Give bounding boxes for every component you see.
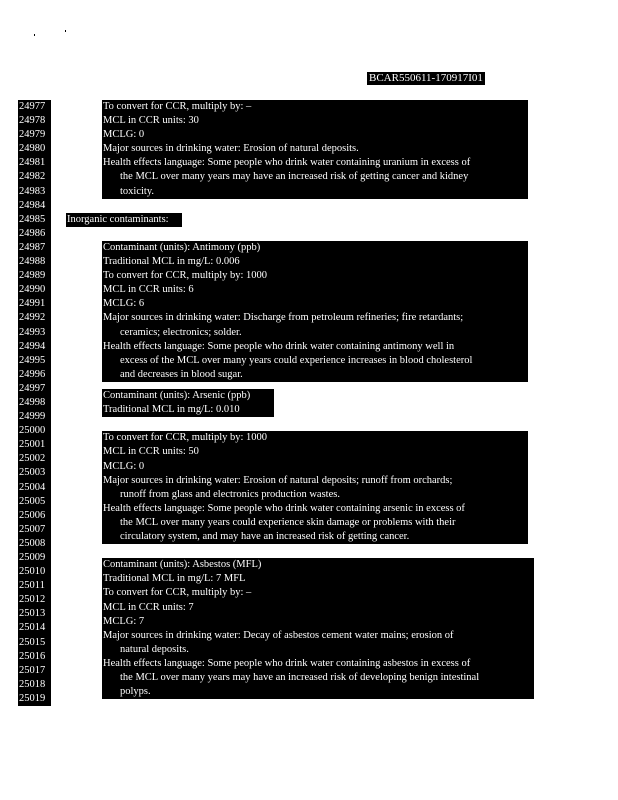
line-number: 25016 (18, 650, 51, 664)
line-number: 25008 (18, 537, 51, 551)
line-number: 24983 (18, 185, 51, 199)
line-number: 24984 (18, 199, 51, 213)
line-number: 25019 (18, 692, 51, 706)
line-number: 24980 (18, 142, 51, 156)
text-line: Health effects language: Some people who drink water containing asbestos in excess of (103, 657, 471, 669)
line-number: 24989 (18, 269, 51, 283)
text-line: and decreases in blood sugar. (120, 368, 243, 380)
text-line: Traditional MCL in mg/L: 7 MFL (103, 573, 246, 585)
text-line: MCL in CCR units: 30 (103, 115, 199, 127)
line-number: 25005 (18, 495, 51, 509)
line-number: 24997 (18, 382, 51, 396)
text-line: Health effects language: Some people who drink water containing uranium in excess of (103, 157, 471, 169)
asbestos-block (102, 558, 534, 699)
line-number: 24981 (18, 156, 51, 170)
line-number: 24978 (18, 114, 51, 128)
line-number: 24987 (18, 241, 51, 255)
line-number: 24985 (18, 213, 51, 227)
arsenic-header-block (102, 389, 274, 417)
text-line: Contaminant (units): Antimony (ppb) (103, 242, 261, 253)
text-line: Major sources in drinking water: Erosion of natural deposits. (103, 143, 359, 155)
line-number: 24991 (18, 297, 51, 311)
line-number: 25009 (18, 551, 51, 565)
line-number: 25007 (18, 523, 51, 537)
line-number: 24986 (18, 227, 51, 241)
text-line: To convert for CCR, multiply by: – (103, 101, 252, 112)
text-line: the MCL over many years may have an increased risk of developing benign intestinal (120, 672, 480, 684)
text-line: polyps. (120, 686, 151, 698)
text-line: MCL in CCR units: 50 (103, 446, 199, 458)
line-number: 24977 (18, 100, 51, 114)
text-line: Traditional MCL in mg/L: 0.010 (103, 404, 240, 416)
line-number: 24990 (18, 283, 51, 297)
line-number: 24996 (18, 368, 51, 382)
scan-speck (65, 30, 66, 32)
text-line: Health effects language: Some people who drink water containing antimony well in (103, 340, 455, 352)
text-line: MCLG: 7 (103, 615, 145, 627)
text-line: runoff from glass and electronics production wastes. (120, 488, 340, 500)
line-number: 24979 (18, 128, 51, 142)
heading-text: Inorganic contaminants: (67, 213, 169, 225)
text-line: the MCL over many years may have an increased risk of getting cancer and kidney (120, 171, 469, 183)
arsenic-details-block (102, 431, 528, 544)
line-number: 25012 (18, 593, 51, 607)
line-number: 25014 (18, 621, 51, 635)
line-number: 25002 (18, 452, 51, 466)
line-number: 25013 (18, 607, 51, 621)
line-number: 24994 (18, 340, 51, 354)
line-number: 25004 (18, 481, 51, 495)
text-line: MCLG: 6 (103, 298, 145, 310)
line-number: 25017 (18, 664, 51, 678)
text-line: natural deposits. (120, 643, 189, 655)
line-number: 24998 (18, 396, 51, 410)
text-line: Traditional MCL in mg/L: 0.006 (103, 256, 240, 268)
line-number: 24982 (18, 170, 51, 184)
text-line: the MCL over many years could experience skin damage or problems with their (120, 516, 456, 528)
text-line: MCLG: 0 (103, 129, 145, 141)
text-line: MCLG: 0 (103, 460, 145, 472)
text-line: Major sources in drinking water: Discharge from petroleum refineries; fire retardants; (103, 312, 464, 324)
line-number: 25006 (18, 509, 51, 523)
line-number: 25000 (18, 424, 51, 438)
text-line: toxicity. (120, 185, 155, 197)
line-number: 25001 (18, 438, 51, 452)
text-line: Contaminant (units): Asbestos (MFL) (103, 559, 262, 571)
text-line: Major sources in drinking water: Decay of asbestos cement water mains; erosion of (103, 629, 454, 641)
line-number: 24992 (18, 311, 51, 325)
text-line: ceramics; electronics; solder. (120, 326, 242, 338)
uranium-continuation-block (102, 100, 528, 199)
scan-specks (30, 30, 80, 42)
text-line: Major sources in drinking water: Erosion of natural deposits; runoff from orchards; (103, 474, 453, 486)
document-id: BCAR550611-170917I01 (369, 72, 483, 84)
line-number: 25003 (18, 466, 51, 480)
section-heading (66, 213, 182, 227)
scan-speck (34, 34, 35, 36)
line-number: 24995 (18, 354, 51, 368)
text-line: circulatory system, and may have an increased risk of getting cancer. (120, 531, 410, 543)
text-line: MCL in CCR units: 7 (103, 601, 194, 613)
line-number: 24993 (18, 326, 51, 340)
line-number: 24999 (18, 410, 51, 424)
text-line: To convert for CCR, multiply by: 1000 (103, 270, 268, 282)
line-number: 24988 (18, 255, 51, 269)
text-line: MCL in CCR units: 6 (103, 284, 194, 296)
line-number: 25010 (18, 565, 51, 579)
text-line: excess of the MCL over many years could experience increases in blood cholesterol (120, 354, 473, 366)
text-line: Contaminant (units): Arsenic (ppb) (103, 390, 251, 401)
antimony-block (102, 241, 528, 382)
text-line: To convert for CCR, multiply by: 1000 (103, 432, 268, 444)
text-line: To convert for CCR, multiply by: – (103, 587, 252, 599)
line-number: 25018 (18, 678, 51, 692)
line-number-column (18, 100, 51, 706)
line-number: 25015 (18, 636, 51, 650)
text-line: Health effects language: Some people who drink water containing arsenic in excess of (103, 502, 465, 514)
line-number: 25011 (18, 579, 51, 593)
